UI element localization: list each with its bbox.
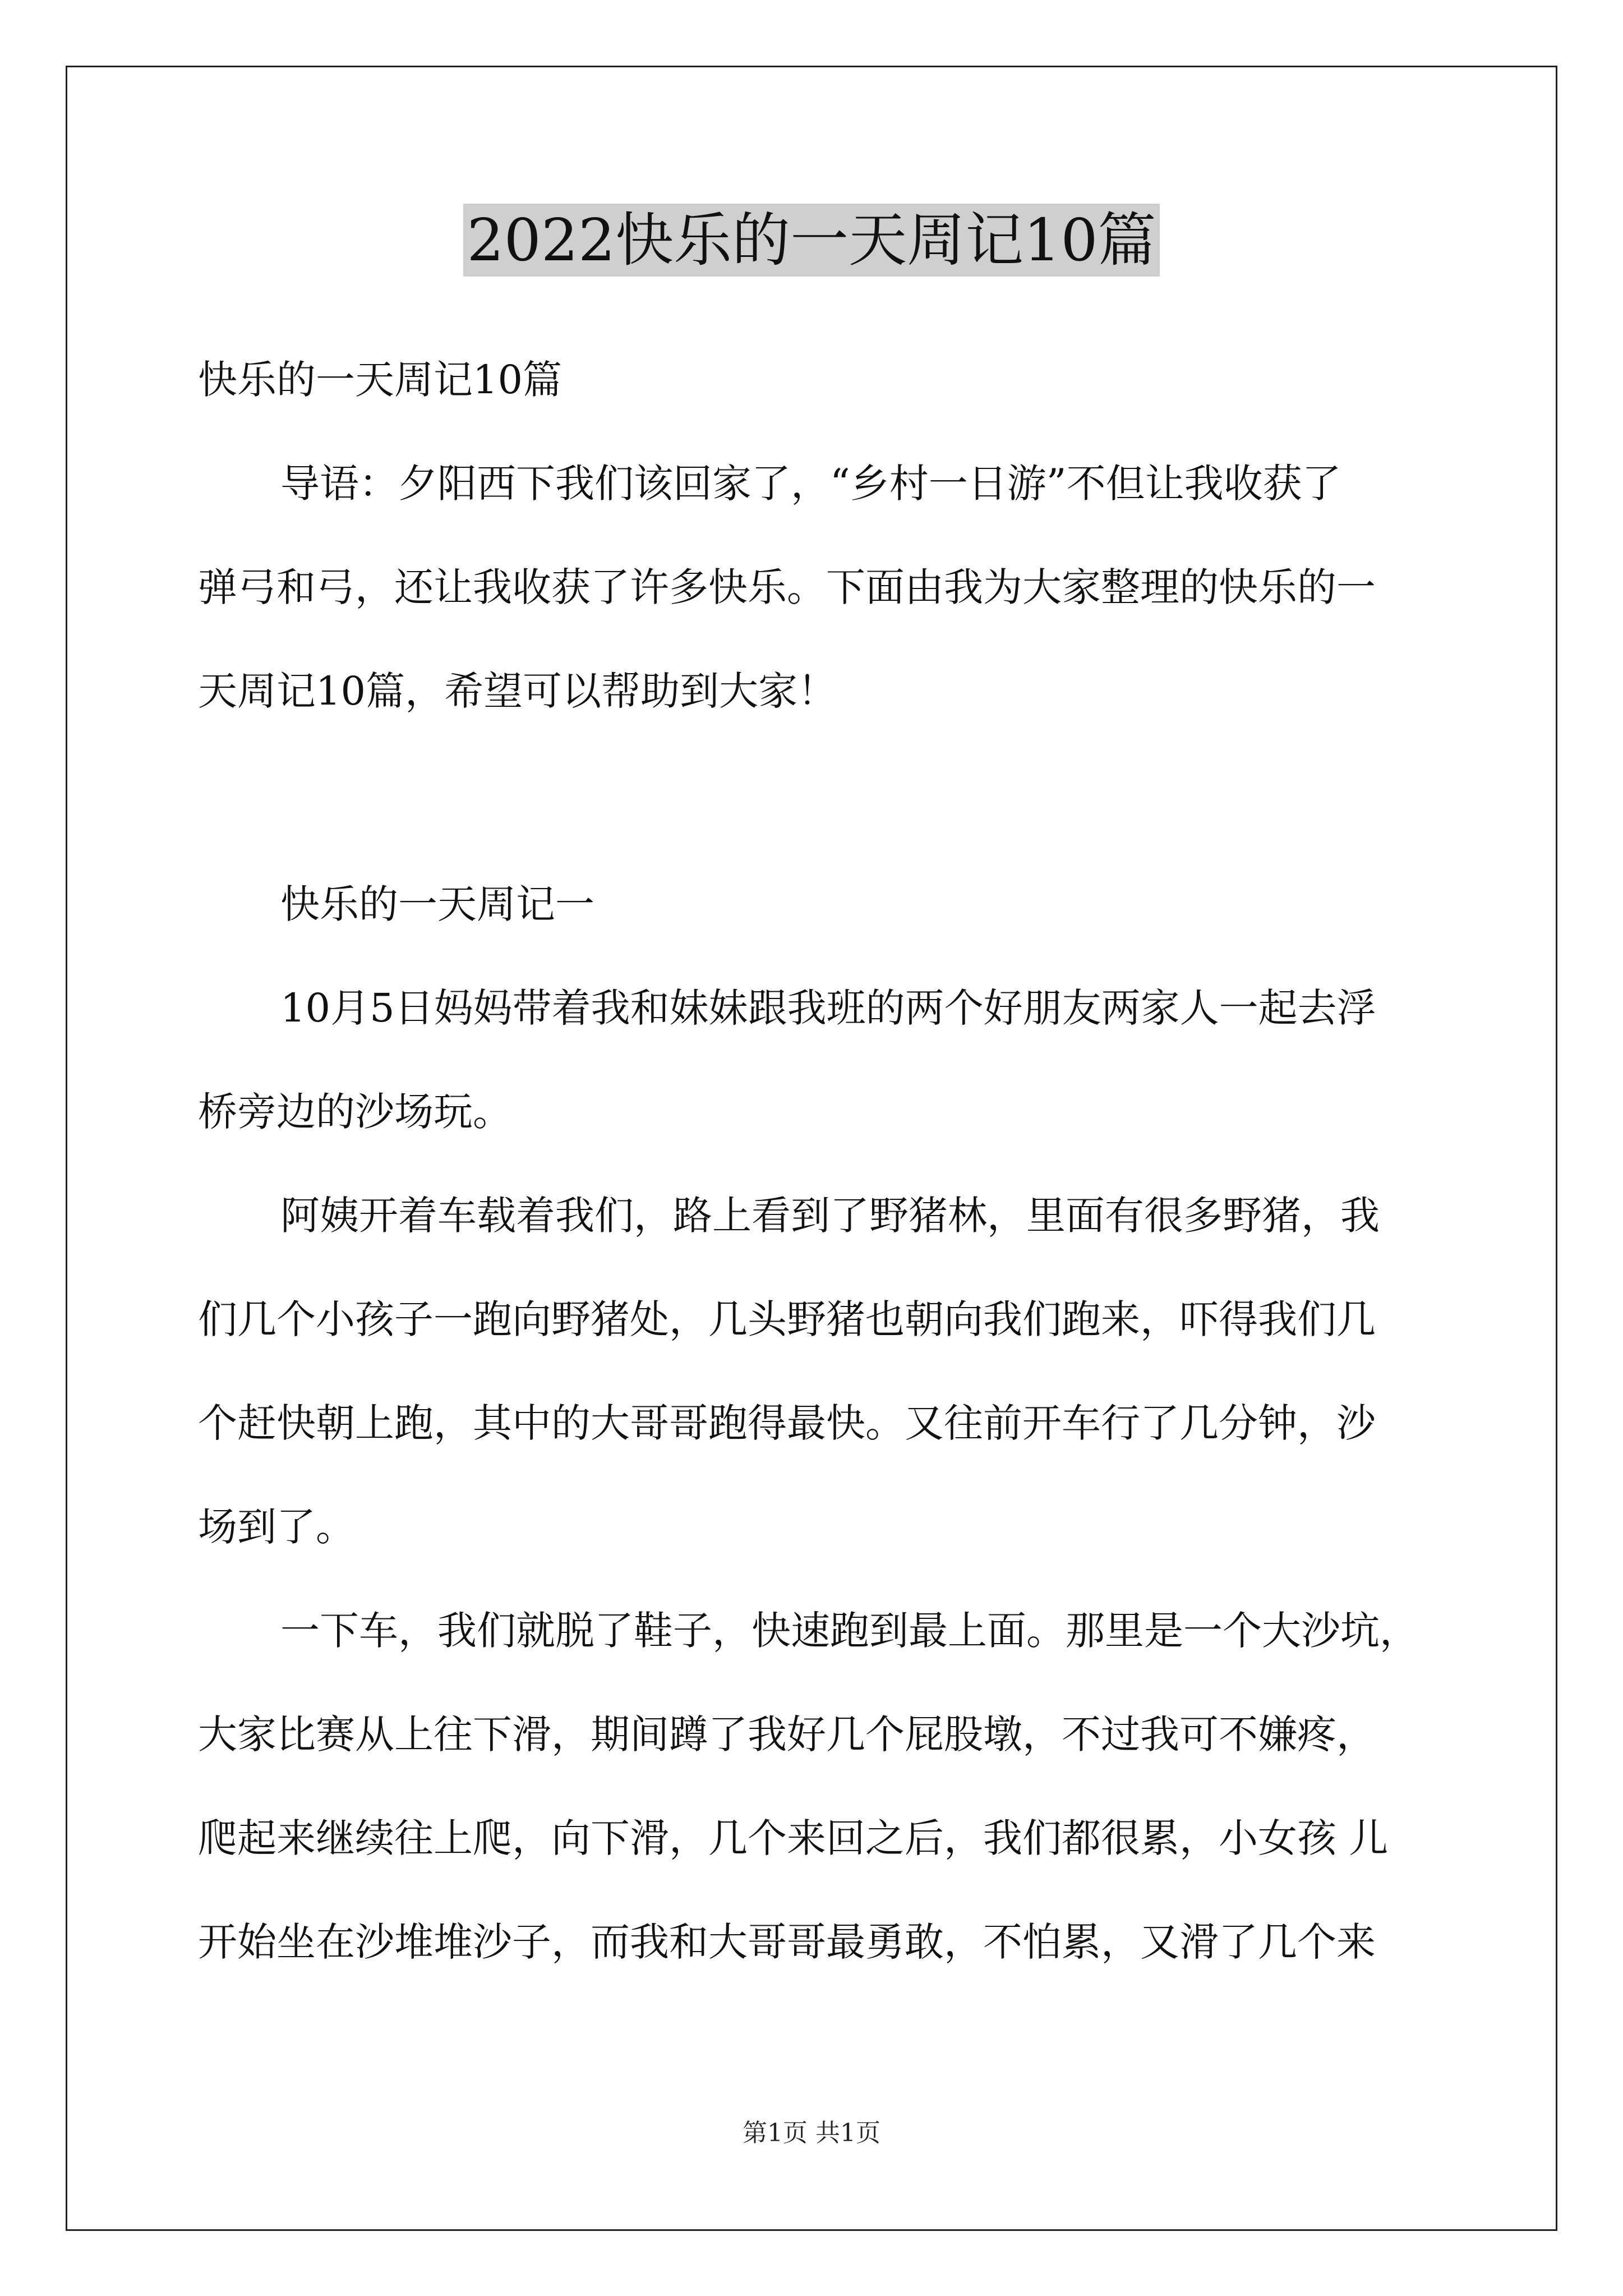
para3-line-4: 开始坐在沙堆堆沙子，而我和大哥哥最勇敢，不怕累，又滑了几个来 <box>198 1919 1376 1965</box>
section-heading: 快乐的一天周记一 <box>280 881 594 927</box>
page-footer: 第1页 共1页 <box>743 2119 880 2147</box>
intro-line-2: 弹弓和弓，还让我收获了许多快乐。下面由我为大家整理的快乐的一 <box>198 564 1376 610</box>
para1-line-2: 桥旁边的沙场玩。 <box>198 1089 512 1135</box>
para2-line-2: 们几个小孩子一跑向野猪处，几头野猪也朝向我们跑来，吓得我们几 <box>198 1296 1376 1342</box>
para1-line-1: 10月5日妈妈带着我和妹妹跟我班的两个好朋友两家人一起去浮 <box>280 985 1376 1031</box>
para3-line-2: 大家比赛从上往下滑，期间蹲了我好几个屁股墩，不过我可不嫌疼， <box>198 1711 1376 1757</box>
para3-line-3: 爬起来继续往上爬，向下滑，几个来回之后，我们都很累，小女孩 儿 <box>198 1815 1389 1861</box>
para2-line-3: 个赶快朝上跑，其中的大哥哥跑得最快。又往前开车行了几分钟，沙 <box>198 1400 1376 1446</box>
document-title: 2022快乐的一天周记10篇 <box>0 203 1623 277</box>
para2-line-4: 场到了。 <box>198 1504 355 1550</box>
intro-line-1: 导语：夕阳西下我们该回家了，“乡村一日游”不但让我收获了 <box>280 461 1341 507</box>
document-subtitle: 快乐的一天周记10篇 <box>198 357 562 403</box>
para3-line-1: 一下车，我们就脱了鞋子，快速跑到最上面。那里是一个大沙坑， <box>280 1608 1419 1654</box>
intro-line-3: 天周记10篇，希望可以帮助到大家！ <box>198 668 837 714</box>
para2-line-1: 阿姨开着车载着我们，路上看到了野猪林，里面有很多野猪，我 <box>280 1193 1380 1239</box>
